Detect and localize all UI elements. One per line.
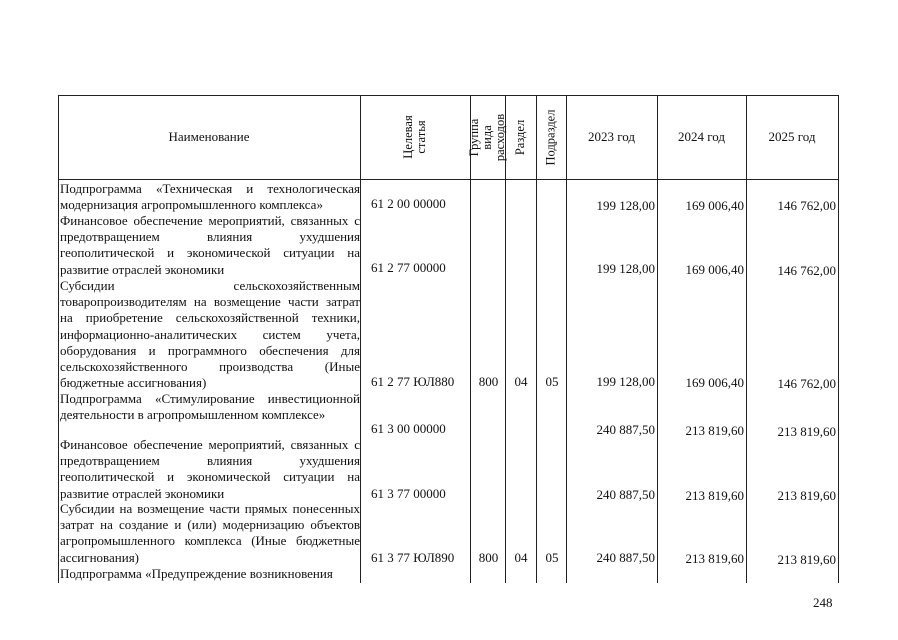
row-2023: 199 128,00 (596, 374, 655, 389)
row-code: 61 3 00 00000 (371, 421, 446, 436)
header-target-label: Целевая статья (401, 115, 428, 159)
header-2023: 2023 год (588, 129, 635, 144)
row-2025: 213 819,60 (777, 424, 836, 439)
row-2024: 169 006,40 (685, 198, 744, 213)
header-name: Наименование (168, 129, 250, 144)
row-2025: 213 819,60 (777, 552, 836, 567)
row-code: 61 2 00 00000 (371, 196, 446, 211)
row-2025: 146 762,00 (777, 263, 836, 278)
row-name: Субсидии сельскохозяйственным товаропроизводителям на возмещение части затрат на приобретение сельскохозяйственной техники, информационно-аналитических систем учета, оборудования и программного обеспечения для сельскохозяйственного производства (Иные бюджетные ассигнования) (60, 278, 360, 391)
row-name: Финансовое обеспечение мероприятий, связанных с предотвращением влияния ухудшения геополитической и экономической ситуации на развитие отраслей экономики (60, 437, 360, 501)
header-subsection (536, 95, 566, 179)
row-2025: 146 762,00 (777, 376, 836, 391)
row-subsection: 05 (545, 550, 559, 565)
row-name: Подпрограмма «Стимулирование инвестиционной деятельности в агропромышленном комплексе» (60, 391, 360, 423)
row-section: 04 (514, 374, 528, 389)
row-code: 61 3 77 00000 (371, 486, 446, 501)
row-2024: 169 006,40 (685, 262, 744, 277)
row-code: 61 2 77 ЮЛ880 (371, 374, 455, 389)
header-2025: 2025 год (768, 129, 816, 144)
row-section: 04 (514, 550, 528, 565)
row-group: 800 (478, 374, 499, 389)
row-2023: 240 887,50 (596, 487, 655, 502)
header-bottom-border (58, 179, 839, 180)
row-subsection: 05 (545, 374, 559, 389)
row-2023: 240 887,50 (596, 422, 655, 437)
col-border (838, 95, 839, 583)
row-2024: 169 006,40 (685, 375, 744, 390)
row-name: Подпрограмма «Техническая и технологическая модернизация агропромышленного комплекса» (60, 181, 360, 213)
row-2023: 199 128,00 (596, 261, 655, 276)
row-2023: 199 128,00 (596, 198, 655, 213)
header-group (467, 95, 508, 179)
row-2024: 213 819,60 (685, 423, 744, 438)
row-name: Подпрограмма «Предупреждение возникновения (60, 566, 333, 581)
budget-table (58, 95, 839, 583)
header-section-label: Раздел (513, 119, 528, 155)
row-name: Финансовое обеспечение мероприятий, связанных с предотвращением влияния ухудшения геополитической и экономической ситуации на развитие отраслей экономики (60, 213, 360, 277)
row-code: 61 2 77 00000 (371, 260, 446, 275)
row-name: Субсидии на возмещение части прямых понесенных затрат на создание и (или) модернизацию объектов агропромышленного комплекса (Иные бюджетные ассигнования) (60, 501, 360, 565)
row-2024: 213 819,60 (685, 488, 744, 503)
row-code: 61 3 77 ЮЛ890 (371, 550, 455, 565)
header-subsection-label: Подраздел (543, 109, 558, 165)
row-2024: 213 819,60 (685, 551, 744, 566)
row-2025: 213 819,60 (777, 488, 836, 503)
header-target (360, 95, 470, 179)
header-group-label: Группа вида расходов (467, 113, 508, 161)
row-group: 800 (478, 550, 499, 565)
row-2023: 240 887,50 (596, 550, 655, 565)
header-2024: 2024 год (678, 129, 725, 144)
header-section (505, 95, 536, 179)
page-number: 248 (813, 595, 833, 610)
row-2025: 146 762,00 (777, 198, 836, 213)
